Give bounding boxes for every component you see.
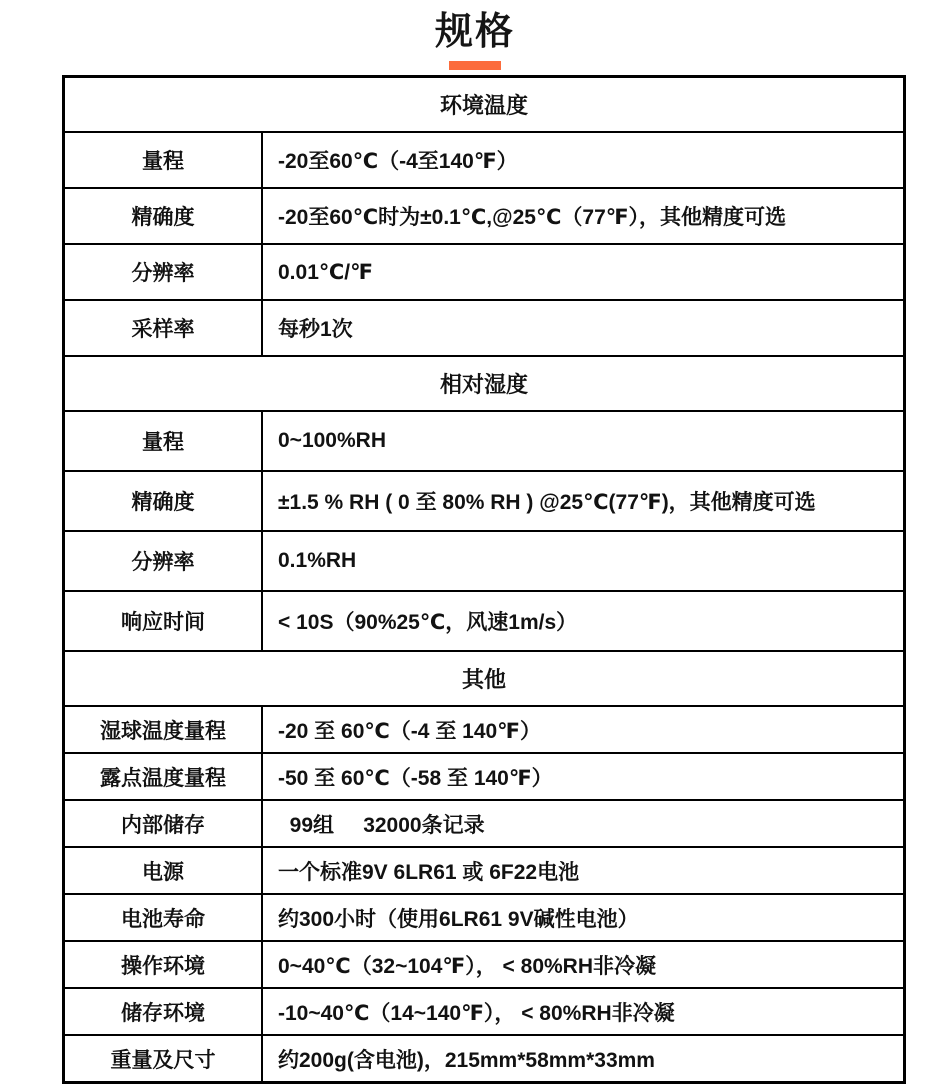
row-value: -50 至 60℃（-58 至 140℉） — [278, 766, 553, 790]
row-label: 内部储存 — [65, 801, 263, 846]
table-row — [65, 799, 903, 846]
table-row — [65, 987, 903, 1034]
row-label: 重量及尺寸 — [65, 1036, 263, 1081]
table-row — [65, 299, 903, 355]
spec-table — [62, 75, 906, 1084]
row-label: 精确度 — [65, 472, 263, 530]
table-section — [65, 355, 903, 650]
row-value: -20 至 60℃（-4 至 140℉） — [278, 719, 542, 743]
table-row — [65, 131, 903, 187]
row-label: 湿球温度量程 — [65, 707, 263, 752]
row-value: 约200g(含电池)，215mm*58mm*33mm — [278, 1048, 655, 1072]
page-title: 规格 — [434, 11, 515, 53]
row-value: 每秒1次 — [278, 318, 353, 341]
table-row — [65, 470, 903, 530]
section-header: 相对湿度 — [65, 355, 903, 410]
table-row — [65, 940, 903, 987]
row-value: 0.1%RH — [278, 549, 357, 572]
row-value: 约300小时（使用6LR61 9V碱性电池） — [278, 907, 639, 931]
row-label: 量程 — [65, 133, 263, 187]
row-label: 采样率 — [65, 301, 263, 355]
row-value: -20至60℃时为±0.1℃,@25℃（77℉），其他精度可选 — [278, 206, 787, 229]
row-label: 分辨率 — [65, 245, 263, 299]
row-label: 精确度 — [65, 189, 263, 243]
row-value: 0.01℃/℉ — [278, 260, 373, 284]
table-row — [65, 530, 903, 590]
table-row — [65, 752, 903, 799]
row-value: 99组 32000条记录 — [278, 813, 485, 837]
row-label: 露点温度量程 — [65, 754, 263, 799]
section-header: 其他 — [65, 650, 903, 705]
table-section — [65, 78, 903, 355]
table-row — [65, 187, 903, 243]
table-row — [65, 1034, 903, 1081]
row-label: 操作环境 — [65, 942, 263, 987]
row-label: 响应时间 — [65, 592, 263, 650]
table-row — [65, 846, 903, 893]
table-section — [65, 650, 903, 1081]
row-value: 0~40℃（32~104℉）， < 80%RH非冷凝 — [278, 954, 656, 978]
row-value: -20至60℃（-4至140℉） — [278, 150, 518, 173]
row-value: -10~40℃（14~140℉）， < 80%RH非冷凝 — [278, 1001, 675, 1025]
row-label: 电源 — [65, 848, 263, 893]
table-row — [65, 590, 903, 650]
table-row — [65, 410, 903, 470]
table-row — [65, 893, 903, 940]
row-value: < 10S（90%25℃，风速1m/s） — [278, 611, 578, 634]
table-row — [65, 243, 903, 299]
row-label: 储存环境 — [65, 989, 263, 1034]
page-header — [0, 10, 950, 70]
title-underline — [449, 61, 501, 70]
row-value: ±1.5 % RH ( 0 至 80% RH ) @25℃(77℉)，其他精度可选 — [278, 491, 816, 514]
row-label: 量程 — [65, 412, 263, 470]
table-row — [65, 705, 903, 752]
section-header: 环境温度 — [439, 93, 528, 118]
row-value: 一个标准9V 6LR61 或 6F22电池 — [278, 860, 580, 884]
row-value: 0~100%RH — [278, 429, 386, 452]
row-label: 分辨率 — [65, 532, 263, 590]
row-label: 电池寿命 — [65, 895, 263, 940]
